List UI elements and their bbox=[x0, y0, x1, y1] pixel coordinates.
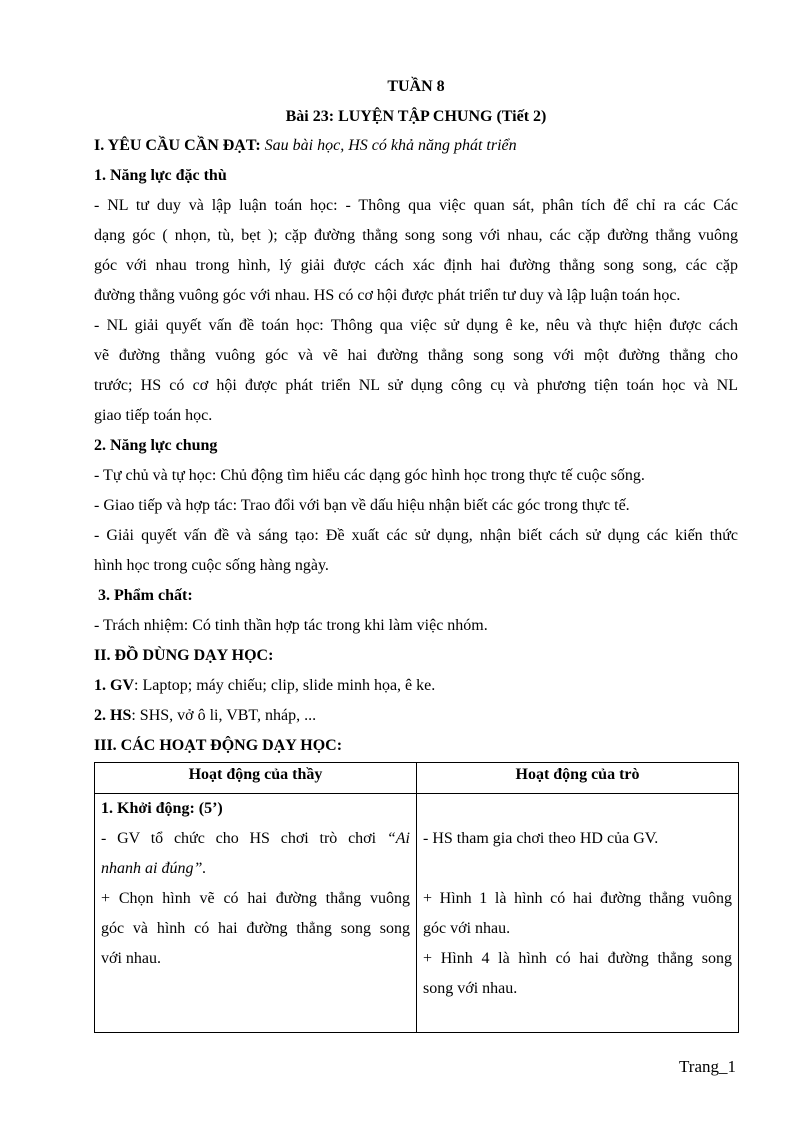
student-activity-cell bbox=[417, 794, 739, 1033]
teacher-materials-label: 1. GV bbox=[94, 677, 134, 694]
table-row bbox=[95, 794, 739, 1033]
activities-table bbox=[94, 762, 739, 1033]
cell-line: song với nhau. bbox=[423, 980, 518, 997]
teacher-activity-cell bbox=[95, 794, 417, 1033]
cell-line: - HS tham gia chơi theo HD của GV. bbox=[423, 830, 659, 847]
section-heading: I. YÊU CẦU CẦN ĐẠT: bbox=[94, 137, 261, 154]
cell-line: góc với nhau. bbox=[423, 920, 511, 937]
cell-spacer bbox=[423, 854, 732, 884]
section-heading-materials: II. ĐỒ DÙNG DẠY HỌC: bbox=[94, 647, 274, 664]
game-name-part: “Ai bbox=[386, 830, 410, 847]
paragraph-line: vẽ đường thẳng vuông góc và vẽ hai đường thẳng song song với một đường thẳng cho bbox=[94, 347, 738, 364]
paragraph-line: đường thẳng vuông góc với nhau. HS có cơ hội được phát triển tư duy và lập luận toán học. bbox=[94, 287, 681, 304]
warmup-step-title: 1. Khởi động: (5’) bbox=[101, 800, 223, 817]
cell-text: - GV tổ chức cho HS chơi trò chơi bbox=[101, 830, 387, 847]
cell-line: + Chọn hình vẽ có hai đường thẳng vuông bbox=[101, 890, 410, 907]
page-number: Trang_1 bbox=[679, 1057, 736, 1076]
paragraph-line: - Tự chủ và tự học: Chủ động tìm hiểu các dạng góc hình học trong thực tế cuộc sống. bbox=[94, 467, 645, 484]
teacher-column-header: Hoạt động của thầy bbox=[95, 763, 417, 794]
paragraph-line: giao tiếp toán học. bbox=[94, 407, 213, 424]
paragraph-line: trước; HS có cơ hội được phát triển NL sử dụng công cụ và phương tiện toán học và NL bbox=[94, 377, 738, 394]
paragraph-line: góc với nhau trong hình, lý giải được cách xác định hai đường thẳng song song, các cặp bbox=[94, 257, 738, 274]
cell-spacer bbox=[423, 794, 732, 824]
student-materials-label: 2. HS bbox=[94, 707, 132, 724]
paragraph-line: - NL tư duy và lập luận toán học: - Thông qua việc quan sát, phân tích để chỉ ra các Các bbox=[94, 197, 738, 214]
subheading-specific-competence: 1. Năng lực đặc thù bbox=[94, 167, 227, 184]
table-header-row bbox=[95, 763, 739, 794]
cell-line bbox=[101, 824, 410, 854]
teacher-materials-text: : Laptop; máy chiếu; clip, slide minh họa, ê ke. bbox=[134, 677, 436, 694]
paragraph-line: - Giao tiếp và hợp tác: Trao đổi với bạn về dấu hiệu nhận biết các góc trong thực tế. bbox=[94, 497, 630, 514]
section-heading-note: Sau bài học, HS có khả năng phát triển bbox=[260, 137, 517, 154]
section-requirements bbox=[94, 131, 738, 761]
paragraph-line: dạng góc ( nhọn, tù, bẹt ); cặp đường thẳng song song với nhau, các cặp đường thẳng vuông bbox=[94, 227, 738, 244]
section-heading-activities: III. CÁC HOẠT ĐỘNG DẠY HỌC: bbox=[94, 737, 343, 754]
week-title: TUẦN 8 bbox=[387, 78, 445, 95]
cell-line: góc và hình có hai đường thẳng song song bbox=[101, 920, 410, 937]
paragraph-line: - NL giải quyết vấn đề toán học: Thông qua việc sử dụng ê ke, nêu và thực hiện được cách bbox=[94, 317, 738, 334]
cell-line: với nhau. bbox=[101, 950, 162, 967]
subheading-qualities: 3. Phẩm chất: bbox=[94, 587, 193, 604]
student-materials-text: : SHS, vở ô li, VBT, nháp, ... bbox=[131, 707, 317, 724]
paragraph-line: hình học trong cuộc sống hàng ngày. bbox=[94, 557, 329, 574]
paragraph-line: - Giải quyết vấn đề và sáng tạo: Đề xuất các sử dụng, nhận biết cách sử dụng các kiến thức bbox=[94, 527, 738, 544]
lesson-title: Bài 23: LUYỆN TẬP CHUNG (Tiết 2) bbox=[285, 108, 547, 125]
cell-line: + Hình 4 là hình có hai đường thẳng song bbox=[423, 950, 732, 967]
subheading-general-competence: 2. Năng lực chung bbox=[94, 437, 218, 454]
student-column-header: Hoạt động của trò bbox=[417, 763, 739, 794]
cell-line: + Hình 1 là hình có hai đường thẳng vuông bbox=[423, 890, 732, 907]
paragraph-line: - Trách nhiệm: Có tinh thần hợp tác trong khi làm việc nhóm. bbox=[94, 617, 488, 634]
game-name-line: nhanh ai đúng”. bbox=[101, 860, 207, 877]
